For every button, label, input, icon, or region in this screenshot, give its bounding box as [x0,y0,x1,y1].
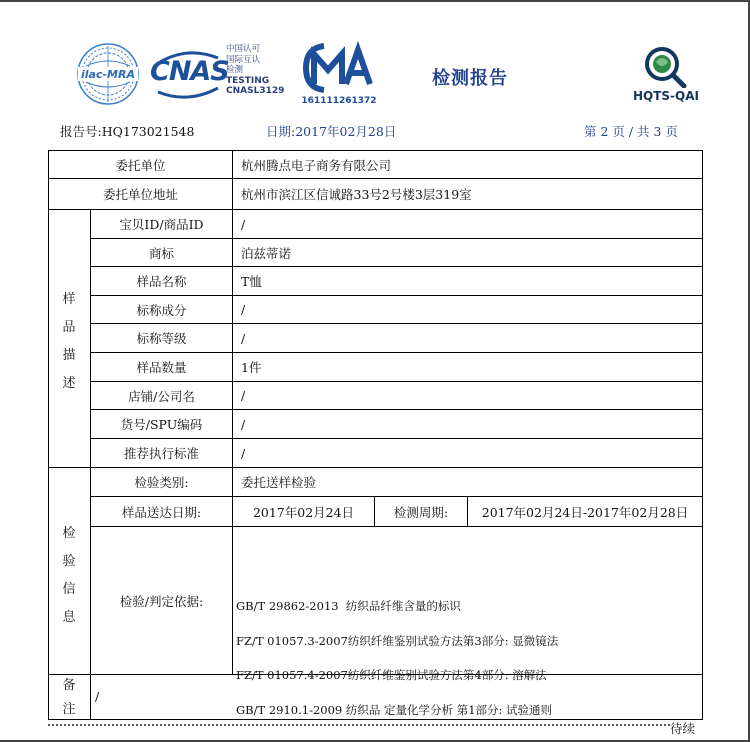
report-title: 检测报告 [432,68,508,89]
cnas-line5: CNASL3129 [226,86,285,96]
ilac-mra-logo-icon [76,42,140,106]
sample-row-value: 1件 [233,353,703,382]
client-value: 杭州腾点电子商务有限公司 [233,150,703,179]
ilac-text: ilac-MRA [81,68,135,81]
footer-dotted-line [48,724,670,732]
sample-row-value: / [233,410,703,439]
sample-row-label: 店铺/公司名 [91,382,233,410]
inspect-char-3: 信 [62,582,76,597]
report-number: 报告号:HQ173021548 [60,124,195,139]
sample-row-label: 推荐执行标准 [91,439,233,468]
sample-row-label: 样品名称 [91,267,233,296]
remarks-char-1: 备 [62,678,76,693]
sample-char-3: 描 [62,348,76,363]
client-label: 委托单位 [48,150,233,179]
report-date: 日期:2017年02月28日 [266,124,397,139]
sample-row-label: 样品数量 [91,353,233,382]
cnas-caption [226,44,284,97]
cnas-line2: 国际互认 [226,54,261,65]
cnas-logo-icon [150,44,300,104]
period-value: 2017年02月24日-2017年02月28日 [468,497,703,527]
sample-row-label: 货号/SPU编码 [91,410,233,439]
inspect-section-label [59,520,79,632]
basis-line: FZ/T 01057.4-2007纺织纤维鉴别试验方法第4部分: 溶解法 [236,668,547,682]
cnas-wordmark: CNAS [150,56,229,87]
sample-char-1: 样 [62,292,76,307]
remarks-section-label [59,674,79,722]
hqts-text: HQTS-QAI [632,89,699,103]
sample-row-label: 标称等级 [91,324,233,353]
category-value: 委托送样检验 [233,468,703,497]
sample-row-value: / [233,439,703,468]
basis-label: 检验/判定依据: [91,527,233,675]
sample-char-2: 品 [62,320,76,335]
address-value: 杭州市滨江区信诚路33号2号楼3层319室 [233,179,703,210]
sample-row-value: / [233,382,703,410]
cma-number: 161111261372 [301,96,377,106]
inspect-char-2: 验 [62,554,76,569]
hqts-magnifier-logo-icon [626,46,706,106]
sent-date-value: 2017年02月24日 [233,497,375,527]
sample-row-value: / [233,296,703,324]
sample-section-label [59,286,79,398]
inspect-char-1: 检 [62,526,76,541]
sample-row-label: 标称成分 [91,296,233,324]
sample-row-value: / [233,210,703,239]
sample-row-value: T恤 [233,267,703,296]
basis-line: GB/T 2910.1-2009 纺织品 定量化学分析 第1部分: 试验通则 [236,702,553,717]
basis-line: FZ/T 01057.3-2007纺织纤维鉴别试验方法第3部分: 显微镜法 [236,633,559,648]
cnas-line4: TESTING [226,75,270,86]
sample-row-label: 宝贝ID/商品ID [91,210,233,239]
category-label: 检验类别: [91,468,233,497]
cnas-line1: 中国认可 [226,44,261,54]
sample-char-4: 述 [62,376,76,391]
sent-date-label: 样品送达日期: [91,497,233,527]
cnas-line3: 检测 [226,65,244,75]
remarks-value: / [91,675,703,720]
continued-label: 待续 [670,721,696,736]
inspect-char-4: 息 [62,610,76,625]
period-label: 检测周期: [375,497,468,527]
page-top-edge [0,0,750,2]
basis-line: GB/T 29862-2013 纺织品纤维含量的标识 [236,599,461,613]
address-label: 委托单位地址 [48,179,233,210]
page-indicator: 第 2 页 / 共 3 页 [584,124,678,139]
sample-row-value: 泊兹蒂诺 [233,239,703,267]
sample-row-value: / [233,324,703,353]
cma-logo-icon [300,40,378,110]
sample-row-label: 商标 [91,239,233,267]
remarks-char-2: 注 [62,702,76,717]
